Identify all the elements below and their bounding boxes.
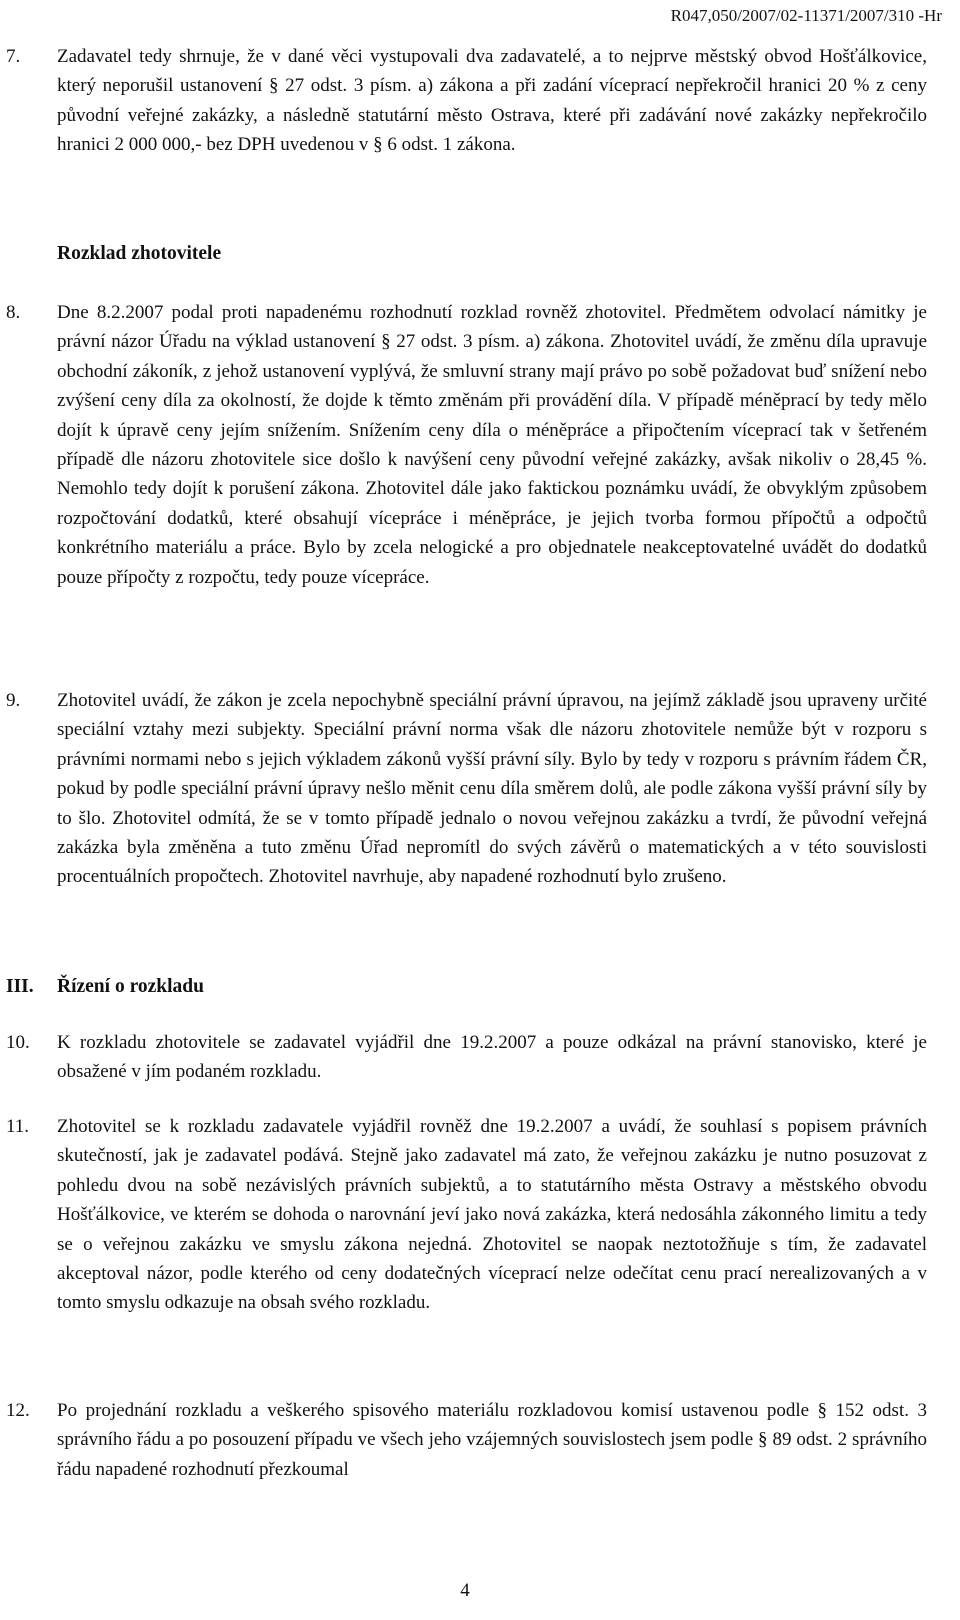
paragraph-12 xyxy=(0,1396,960,1484)
section-title: Řízení o rozkladu xyxy=(57,976,204,997)
paragraph-number: 7. xyxy=(6,46,21,67)
heading-rozklad-zhotovitele: Rozklad zhotovitele xyxy=(57,243,222,264)
page-number: 4 xyxy=(460,1580,470,1601)
paragraph-7 xyxy=(0,42,960,160)
paragraph-text: Zhotovitel uvádí, že zákon je zcela nepochybně speciální právní úpravou, na jejímž základě jsou upraveny určité speciální vztahy mezi subjekty. Speciální právní norma však dle názoru zhotovitele nemůže být v rozporu s právními normami nebo s jejich výkladem zákonů vyšší právní síly. Bylo by tedy v rozporu s právním řádem ČR, pokud by podle speciální právní úpravy nešlo měnit cenu díla směrem dolů, ale podle zákona vyšší právní síly by to šlo. Zhotovitel odmítá, že se v tomto případě jednalo o novou veřejnou zakázku a tvrdí, že původní veřejná zakázka byla změněna a tuto změnu Úřad nepromítl do svých závěrů o matematických a v této souvislosti procentuálních propočtech. Zhotovitel navrhuje, aby napadené rozhodnutí bylo zrušeno. xyxy=(57,690,927,888)
paragraph-number: 11. xyxy=(6,1116,30,1137)
paragraph-number: 12. xyxy=(6,1400,30,1421)
paragraph-number: 8. xyxy=(6,302,21,323)
paragraph-text: Po projednání rozkladu a veškerého spisového materiálu rozkladovou komisí ustavenou podle § 152 odst. 3 správního řádu a po posouzení případu ve všech jeho vzájemných souvislostech jsem podle § 89 odst. 2 správního řádu napadené rozhodnutí přezkoumal xyxy=(57,1400,927,1480)
paragraph-10 xyxy=(0,1028,960,1087)
paragraph-text: K rozkladu zhotovitele se zadavatel vyjádřil dne 19.2.2007 a pouze odkázal na právní stanovisko, které je obsažené v jím podaném rozkladu. xyxy=(57,1032,927,1083)
paragraph-text: Dne 8.2.2007 podal proti napadenému rozhodnutí rozklad rovněž zhotovitel. Předmětem odvolací námitky je právní názor Úřadu na výklad ustanovení § 27 odst. 3 písm. a) zákona. Zhotovitel uvádí, že změnu díla upravuje obchodní zákoník, z jehož ustanovení vyplývá, že smluvní strany mají právo po sobě požadovat buď snížení nebo zvýšení ceny díla za okolností, že dojde k těmto změnám při provádění díla. V případě méněprací by tedy mělo dojít k úpravě ceny jejím snížením. Snížením ceny díla o méněpráce a připočtením víceprací tak v šetřeném případě dle názoru zhotovitele sice došlo k navýšení ceny původní veřejné zakázky, avšak nikoliv o 28,45 %. Nemohlo tedy dojít k porušení zákona. Zhotovitel dále jako faktickou poznámku uvádí, že obvyklým způsobem rozpočtování dodatků, které obsahují vícepráce i méněpráce, je jejich tvorba formou přípočtů a odpočtů konkrétního materiálu a práce. Bylo by zcela nelogické a pro objednatele neakceptovatelné uvádět do dodatků pouze přípočty z rozpočtu, tedy pouze vícepráce. xyxy=(57,302,927,588)
paragraph-8 xyxy=(0,298,960,592)
paragraph-text: Zadavatel tedy shrnuje, že v dané věci vystupovali dva zadavatelé, a to nejprve městský obvod Hošťálkovice, který neporušil ustanovení § 27 odst. 3 písm. a) zákona a při zadání víceprací nepřekročil hranici 20 % z ceny původní veřejné zakázky, a následně statutární město Ostrava, které při zadávání nové zakázky nepřekročilo hranici 2 000 000,- bez DPH uvedenou v § 6 odst. 1 zákona. xyxy=(57,46,927,156)
document-reference: R047,050/2007/02-11371/2007/310 -Hr xyxy=(670,6,942,25)
paragraph-text: Zhotovitel se k rozkladu zadavatele vyjádřil rovněž dne 19.2.2007 a uvádí, že souhlasí s popisem právních skutečností, jak je zadavatel podává. Stejně jako zadavatel má zato, že veřejnou zakázku je nutno posuzovat z pohledu dvou na sobě nezávislých právních subjektů, a to statutárního města Ostravy a městského obvodu Hošťálkovice, ve kterém se dohoda o narovnání jeví jako nová zakázka, která nedosáhla zákonného limitu a tedy se o veřejnou zakázku ve smyslu zákona nejedná. Zhotovitel se naopak neztotožňuje s tím, že zadavatel akceptoval názor, podle kterého od ceny dodatečných víceprací nelze odečítat cenu prací nerealizovaných a v tomto smyslu odkazuje na obsah svého rozkladu. xyxy=(57,1116,927,1314)
paragraph-number: 10. xyxy=(6,1032,30,1053)
section-number: III. xyxy=(6,976,34,997)
paragraph-9 xyxy=(0,686,960,892)
paragraph-11 xyxy=(0,1112,960,1318)
paragraph-number: 9. xyxy=(6,690,21,711)
